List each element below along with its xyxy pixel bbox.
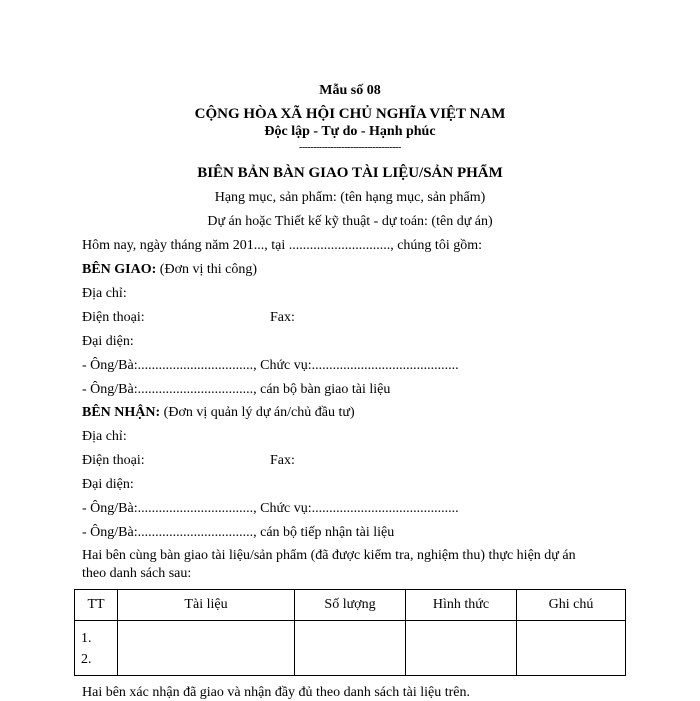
document-title: BIÊN BẢN BÀN GIAO TÀI LIỆU/SẢN PHẨM (197, 165, 503, 181)
col-header-notes: Ghi chú (517, 590, 626, 621)
table-row (75, 621, 626, 676)
giver-person-1: - Ông/Bà:................................., Chức vụ:.......................................... (82, 358, 459, 373)
document-list-table (74, 589, 626, 676)
col-header-tt: TT (75, 590, 118, 621)
receiver-fax: Fax: (270, 453, 295, 468)
giver-heading: BÊN GIAO: (82, 262, 157, 277)
receiver-heading-line (82, 405, 355, 421)
receiver-representative: Đại diện: (82, 477, 134, 492)
col-header-form: Hình thức (406, 590, 517, 621)
table-header-row (75, 590, 626, 621)
row-number-1: 1. (81, 631, 92, 646)
handover-text-line-1: Hai bên cùng bàn giao tài liệu/sản phẩm (đã được kiểm tra, nghiệm thu) thực hiện dự án (82, 548, 576, 563)
subtitle-item: Hạng mục, sản phẩm: (tên hạng mục, sản phẩm) (214, 190, 486, 205)
giver-address: Địa chỉ: (82, 286, 127, 301)
receiver-unit: (Đơn vị quản lý dự án/chủ đầu tư) (160, 405, 355, 420)
handover-text-line-2: theo danh sách sau: (82, 566, 192, 581)
form-cell (406, 621, 517, 676)
motto: Độc lập - Tự do - Hạnh phúc (264, 124, 436, 139)
receiver-person-2: - Ông/Bà:................................., cán bộ tiếp nhận tài liệu (82, 525, 395, 540)
row-number-2: 2. (81, 652, 92, 667)
form-number: Mẫu số 08 (319, 83, 381, 98)
giver-representative: Đại diện: (82, 334, 134, 349)
giver-fax: Fax: (270, 310, 295, 325)
intro-line: Hôm nay, ngày tháng năm 201..., tại ............................., chúng tôi gồm: (82, 238, 482, 253)
row-number-cell (75, 621, 118, 676)
receiver-person-1: - Ông/Bà:................................., Chức vụ:.......................................... (82, 501, 459, 516)
col-header-quantity: Số lượng (295, 590, 406, 621)
giver-heading-line (82, 262, 257, 278)
nation-heading: CỘNG HÒA XÃ HỘI CHỦ NGHĨA VIỆT NAM (194, 106, 506, 122)
receiver-address: Địa chỉ: (82, 429, 127, 444)
notes-cell (517, 621, 626, 676)
giver-phone: Điện thoại: (82, 310, 145, 325)
col-header-document: Tài liệu (118, 590, 295, 621)
subtitle-project: Dự án hoặc Thiết kế kỹ thuật - dự toán: (tên dự án) (207, 214, 493, 229)
giver-person-2: - Ông/Bà:................................., cán bộ bàn giao tài liệu (82, 382, 391, 397)
giver-unit: (Đơn vị thi công) (156, 262, 258, 277)
document-cell (118, 621, 295, 676)
closing-statement: Hai bên xác nhận đã giao và nhận đầy đủ theo danh sách tài liệu trên. (82, 685, 470, 700)
receiver-heading: BÊN NHẬN: (82, 405, 161, 420)
quantity-cell (295, 621, 406, 676)
receiver-phone: Điện thoại: (82, 453, 145, 468)
motto-rule: ------------------------------------ (299, 142, 401, 153)
